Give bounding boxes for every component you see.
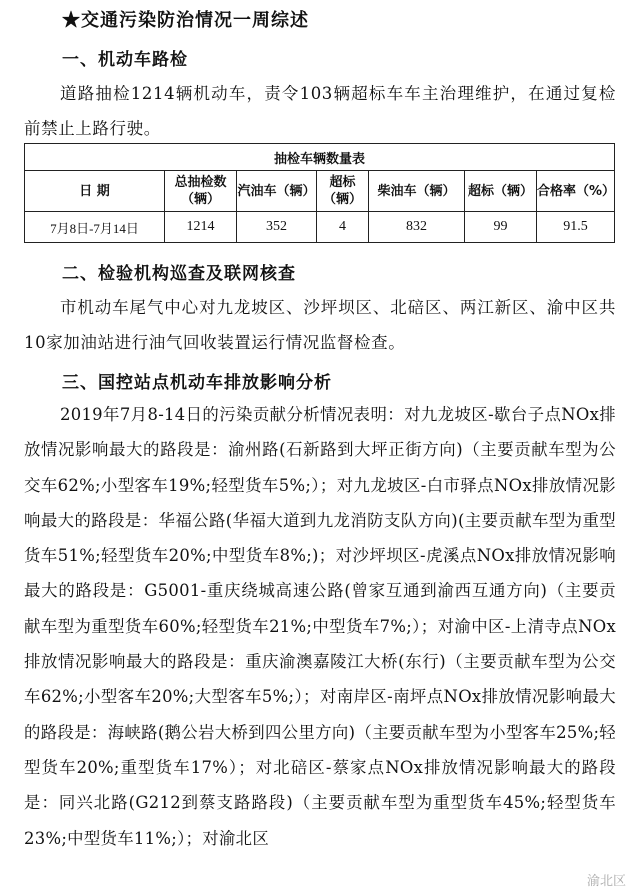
cell-total: 1214 bbox=[165, 212, 237, 243]
inspection-stats-table bbox=[24, 143, 615, 243]
column-header-gasoline: 汽油车（辆） bbox=[237, 171, 317, 212]
paragraph-emission-analysis: 2019年7月8-14日的污染贡献分析情况表明：对九龙坡区-歇台子点NOx排放情况影响最大的路段是：渝州路(石新路到大坪正街方向)（主要贡献车型为公交车62%;小型客车19%;轻型货车5%;）；对九龙坡区-白市驿点NOx排放情况影响最大的路段是：华福公路(华福大道到九龙消防支队方向)(主要贡献车型为重型货车51%;轻型货车20%;中型货车8%;)；对沙坪坝区-虎溪点NOx排放情况影响最大的路段是：G5001-重庆绕城高速公路(曾家互通到渝西互通方向)（主要贡献车型为重型货车60%;轻型货车21%;中型货车7%;）；对渝中区-上清寺点NOx排放情况影响最大的路段是：重庆渝澳嘉陵江大桥(东行)（主要贡献车型为公交车62%;小型客车20%;大型客车5%;）；对南岸区-南坪点NOx排放情况影响最大的路段是：海峡路(鹅公岩大桥到四公里方向)（主要贡献车型为小型客车25%;轻型货车20%;重型货车17%）；对北碚区-蔡家点NOx排放情况影响最大的路段是：同兴北路(G212到蔡支路路段)（主要贡献车型为重型货车45%;轻型货车23%;中型货车11%;）；对渝北区 bbox=[24, 405, 616, 848]
column-header-total: 总抽检数（辆） bbox=[165, 171, 237, 212]
column-header-pass-rate: 合格率（%） bbox=[537, 171, 615, 212]
paragraph-road-inspection: 道路抽检1214辆机动车，责令103辆超标车车主治理维护，在通过复检前禁止上路行驶。 bbox=[24, 84, 616, 138]
cell-gasoline-exceed: 4 bbox=[317, 212, 369, 243]
section-heading-emission-analysis: 三、国控站点机动车排放影响分析 bbox=[62, 373, 332, 393]
section-heading-agency-inspection: 二、检验机构巡查及联网核查 bbox=[62, 264, 296, 284]
column-header-gasoline-exceed: 超标（辆） bbox=[317, 171, 369, 212]
column-header-diesel: 柴油车（辆） bbox=[369, 171, 465, 212]
column-header-diesel-exceed: 超标（辆） bbox=[465, 171, 537, 212]
table-row bbox=[25, 212, 615, 243]
watermark: 渝北区 bbox=[586, 873, 626, 888]
cell-pass-rate: 91.5 bbox=[537, 212, 615, 243]
table-header-row bbox=[25, 171, 615, 212]
cell-diesel-exceed: 99 bbox=[465, 212, 537, 243]
paragraph-agency-inspection: 市机动车尾气中心对九龙坡区、沙坪坝区、北碚区、两江新区、渝中区共10家加油站进行油气回收装置运行情况监督检查。 bbox=[24, 298, 616, 352]
table-caption: 抽检车辆数量表 bbox=[25, 144, 615, 171]
column-header-date: 日 期 bbox=[25, 171, 165, 212]
cell-diesel: 832 bbox=[369, 212, 465, 243]
section-heading-road-inspection: 一、机动车路检 bbox=[62, 50, 188, 70]
cell-gasoline: 352 bbox=[237, 212, 317, 243]
document-title: ★交通污染防治情况一周综述 bbox=[62, 10, 309, 31]
cell-date: 7月8日-7月14日 bbox=[25, 212, 165, 243]
